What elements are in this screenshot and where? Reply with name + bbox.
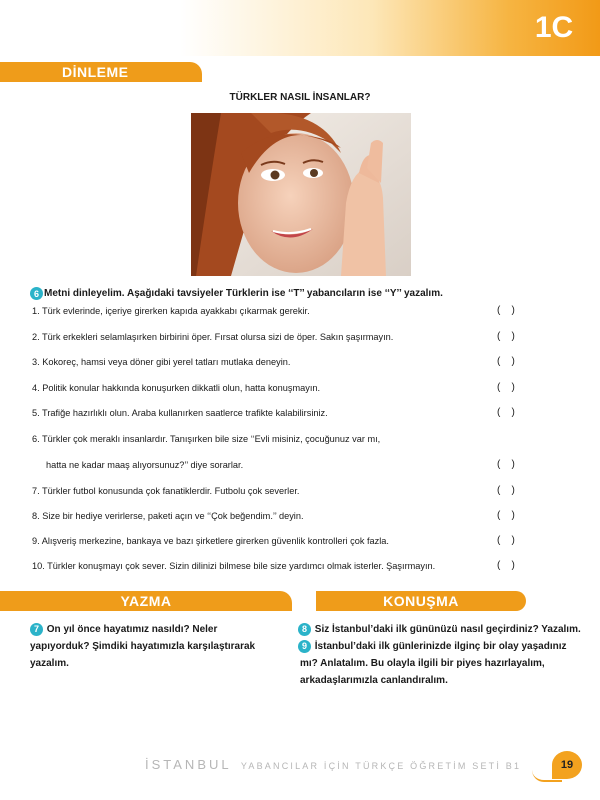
instruction-text: Metni dinleyelim. Aşağıdaki tavsiyeler Türklerin ise ‘‘T’’ yabancıların ise ‘‘Y’’ yazalım. xyxy=(44,288,443,300)
answer-box-3[interactable]: ( ) xyxy=(497,356,515,367)
answer-box-1[interactable]: ( ) xyxy=(497,305,515,316)
speaking-task-8 xyxy=(298,621,588,638)
task-number-8: 8 xyxy=(298,623,311,636)
statement-item-5: 5. Trafiğe hazırlıklı olun. Araba kullanırken saatlerce trafikte kalabilirsiniz. xyxy=(32,408,328,418)
statement-item-10: 10. Türkler konuşmayı çok sever. Sizin dilinizi bilmese bile size yardımcı olmak isterler. Şaşırmayın. xyxy=(32,561,436,571)
answer-box-8[interactable]: ( ) xyxy=(497,510,515,521)
listening-instruction xyxy=(30,287,443,300)
writing-text-1: On yıl önce hayatımız nasıldı? Neler xyxy=(46,624,218,635)
section-dinleme-banner: DİNLEME xyxy=(0,62,202,82)
footer-series-title: İSTANBUL xyxy=(145,757,232,772)
statement-item-6-cont: hatta ne kadar maaş alıyorsunuz?’’ diye sorarlar. xyxy=(46,460,244,470)
footer-series-subtitle: YABANCILAR İÇİN TÜRKÇE ÖĞRETİM SETİ B1 xyxy=(240,761,522,771)
statement-item-3: 3. Kokoreç, hamsi veya döner gibi yerel tatları mutlaka deneyin. xyxy=(32,357,291,367)
page-number: 19 xyxy=(552,751,582,779)
answer-box-6[interactable]: ( ) xyxy=(497,459,515,470)
statement-item-8: 8. Size bir hediye verirlerse, paketi açın ve ‘‘Çok beğendim.’’ deyin. xyxy=(32,511,304,521)
task-number-9: 9 xyxy=(298,640,311,653)
speaking-task-9 xyxy=(298,638,588,689)
answer-box-2[interactable]: ( ) xyxy=(497,331,515,342)
footer-series xyxy=(145,757,521,772)
speaking-task-9-line-3: arkadaşlarımızla canlandıralım. xyxy=(300,675,448,686)
speaking-task-9-line-2: mı? Anlatalım. Bu olayla ilgili bir piyes hazırlayalım, xyxy=(300,658,545,669)
statement-item-1: 1. Türk evlerinde, içeriye girerken kapıda ayakkabı çıkarmak gerekir. xyxy=(32,306,310,316)
answer-box-9[interactable]: ( ) xyxy=(497,535,515,546)
writing-task xyxy=(30,621,290,672)
writing-line-2: yapıyorduk? Şimdiki hayatımızla karşılaştırarak xyxy=(30,641,256,652)
woman-whispering-photo xyxy=(191,113,411,276)
writing-line-3: yazalım. xyxy=(30,658,69,669)
answer-box-10[interactable]: ( ) xyxy=(497,560,515,571)
answer-box-7[interactable]: ( ) xyxy=(497,485,515,496)
speaking-task-9-line-1 xyxy=(298,638,588,655)
answer-box-4[interactable]: ( ) xyxy=(497,382,515,393)
answer-box-5[interactable]: ( ) xyxy=(497,407,515,418)
statement-item-2: 2. Türk erkekleri selamlaşırken birbirini öper. Fırsat olursa sizi de öper. Sakın şaşırmayın. xyxy=(32,332,394,342)
photo-illustration xyxy=(191,113,411,276)
section-konusma-banner: KONUŞMA xyxy=(316,591,526,611)
task-number-6: 6 xyxy=(30,287,43,300)
statement-item-6: 6. Türkler çok meraklı insanlardır. Tanışırken bile size ‘‘Evli misiniz, çocuğunuz var mı, xyxy=(32,434,381,444)
speaking-task-8-text: Siz İstanbul’daki ilk gününüzü nasıl geçirdiniz? Yazalım. xyxy=(314,624,581,635)
unit-label: 1C xyxy=(534,11,574,44)
speaking-task-9-text-1: İstanbul’daki ilk günlerinizde ilginç bir olay yaşadınız xyxy=(314,641,567,652)
writing-line-1 xyxy=(30,621,290,638)
statement-item-9: 9. Alışveriş merkezine, bankaya ve bazı şirketlere girerken güvenlik kontrolleri çok fazla. xyxy=(32,536,389,546)
statement-item-4: 4. Politik konular hakkında konuşurken dikkatli olun, hatta konuşmayın. xyxy=(32,383,321,393)
statement-item-7: 7. Türkler futbol konusunda çok fanatiklerdir. Futbolu çok severler. xyxy=(32,486,300,496)
task-number-7: 7 xyxy=(30,623,43,636)
section-yazma-banner: YAZMA xyxy=(0,591,292,611)
listening-title: TÜRKLER NASIL İNSANLAR? xyxy=(229,92,371,103)
